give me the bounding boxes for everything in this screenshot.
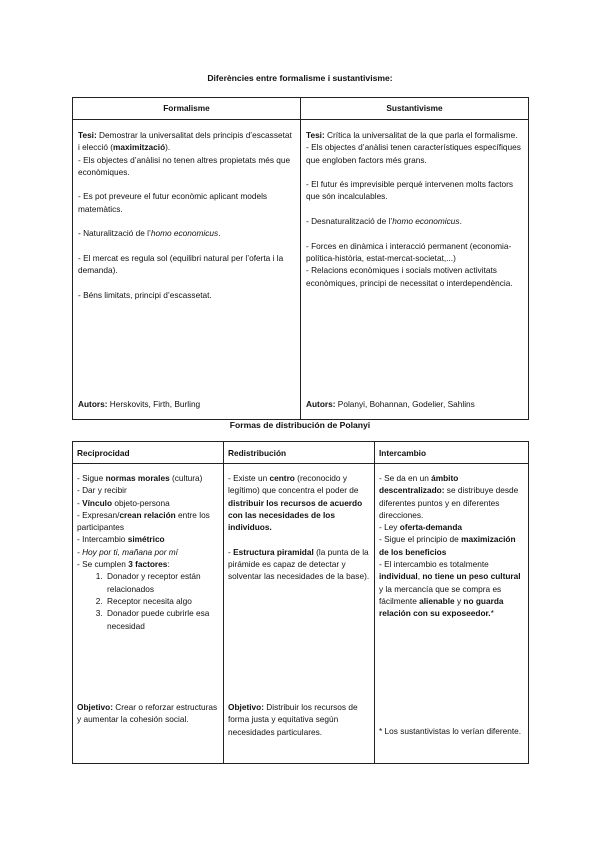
redistribucion-point: - Existe un centro (reconocido y legítimo) que concentra el poder de distribuir los recursos de acuerdo con las necesidades de los individuos. xyxy=(228,473,363,533)
header-formalisme: Formalisme xyxy=(73,98,301,120)
sustantivisme-point: - Els objectes d’anàlisi tenen característiques específiques que engloben factors més grans. xyxy=(306,142,521,165)
reciprocidad-point: - Vínculo objeto-persona xyxy=(77,497,170,508)
formalisme-cell xyxy=(73,120,301,420)
table2-title: Formas de distribución de Polanyi xyxy=(229,420,371,430)
table1-title: Diferències entre formalisme i sustantivisme: xyxy=(207,73,393,83)
intercambio-point: - Se da en un ámbito descentralizado: se distribuye desde diferentes puntos y en diferentes direcciones. xyxy=(379,473,519,520)
sustantivisme-autors: Autors: Polanyi, Bohannan, Godelier, Sahlins xyxy=(306,398,475,409)
redistribucion-objetivo: Objetivo: Distribuir los recursos de forma justa y equitativa según necesidades particulares. xyxy=(228,702,358,737)
formalisme-point: - Béns limitats, principi d’escassetat. xyxy=(78,289,212,300)
redistribucion-point: - Estructura piramidal (la punta de la pirámide es capaz de detectar y solventar las necesidades de la base). xyxy=(228,546,370,582)
reciprocidad-point: - Hoy por ti, mañana por mí xyxy=(77,546,178,557)
formalisme-point: - Naturalització de l’homo economicus. xyxy=(78,228,221,239)
formalisme-point: - Es pot preveure el futur econòmic aplicant models matemàtics. xyxy=(78,191,268,214)
factor-item: 2. Receptor necesita algo xyxy=(105,595,219,607)
redistribucion-cell xyxy=(224,464,375,764)
intercambio-cell xyxy=(375,464,529,764)
sustantivisme-point: - Forces en dinàmica i interacció permanent (economia-política-història, estat-mercat-societat,...) xyxy=(306,240,512,263)
sustantivisme-cell xyxy=(301,120,529,420)
reciprocidad-point: - Expresan/crean relación entre los participantes xyxy=(77,509,210,533)
reciprocidad-point: - Intercambio simétrico xyxy=(77,534,165,545)
header-sustantivisme: Sustantivisme xyxy=(301,98,529,120)
header-intercambio: Intercambio xyxy=(375,442,529,464)
factor-item: 3. Donador puede cubrirle esa necesidad xyxy=(105,607,219,632)
factor-item: 1. Donador y receptor están relacionados xyxy=(105,570,219,595)
reciprocidad-cell xyxy=(73,464,224,764)
sustantivisme-tesi: Tesi: Crítica la universalitat de la que parla el formalisme. xyxy=(306,130,518,140)
formalisme-sustantivisme-table xyxy=(72,97,529,420)
reciprocidad-point: - Dar y recibir xyxy=(77,485,127,496)
reciprocidad-point: - Se cumplen 3 factores: xyxy=(77,559,170,570)
header-reciprocidad: Reciprocidad xyxy=(73,442,224,464)
intercambio-point: - Ley oferta-demanda xyxy=(379,522,463,533)
sustantivisme-point: - Desnaturalització de l’homo economicus. xyxy=(306,216,462,227)
reciprocidad-objetivo: Objetivo: Crear o reforzar estructuras y aumentar la cohesión social. xyxy=(77,702,218,725)
sustantivisme-point: - Relacions econòmiques i socials motiven activitats econòmiques, principi de necessitat o interdependència. xyxy=(306,265,513,288)
formalisme-autors: Autors: Herskovits, Firth, Burling xyxy=(78,398,201,409)
intercambio-point: - Sigue el principio de maximización de los beneficios xyxy=(379,534,516,557)
header-redistribucion: Redistribución xyxy=(224,442,375,464)
intercambio-note: * Los sustantivistas lo verían diferente. xyxy=(379,726,522,736)
polanyi-distribution-table xyxy=(72,441,529,764)
formalisme-point: - El mercat es regula sol (equilibri natural per l’oferta i la demanda). xyxy=(78,252,284,276)
formalisme-tesi: Tesi: Demostrar la universalitat dels principis d’escassetat i elecció (maximització). xyxy=(78,130,292,153)
intercambio-point: - El intercambio es totalmente individual, no tiene un peso cultural y la mercancía que se compra es fácilmente alienable y no guarda relación con su exposeedor.* xyxy=(379,559,521,619)
formalisme-point: - Els objectes d’anàlisi no tenen altres propietats més que econòmiques. xyxy=(78,154,291,177)
reciprocidad-point: - Sigue normas morales (cultura) xyxy=(77,473,203,483)
factors-list xyxy=(77,570,219,631)
sustantivisme-point: - El futur és imprevisible perquè intervenen molts factors que són incalculables. xyxy=(306,179,514,202)
